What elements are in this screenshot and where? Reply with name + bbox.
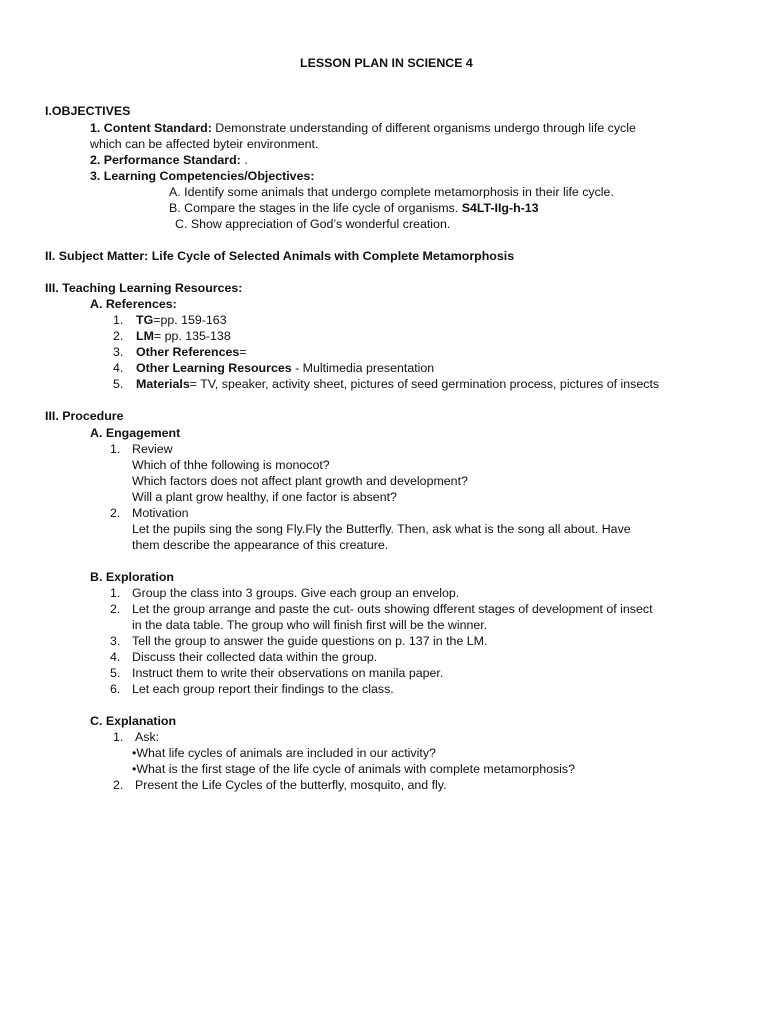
review-label: Review <box>132 442 173 456</box>
page-title: LESSON PLAN IN SCIENCE 4 <box>300 56 473 70</box>
step-num: 4. <box>110 650 121 664</box>
content-standard-text: Demonstrate understanding of different organisms undergo through life cycle <box>211 121 636 135</box>
motivation-text: Let the pupils sing the song Fly.Fly the Butterfly. Then, ask what is the song all about. Have <box>132 522 631 536</box>
ask-question: •What is the first stage of the life cycle of animals with complete metamorphosis? <box>132 762 576 776</box>
step-text: Let the group arrange and paste the cut- outs showing dfferent stages of development of insect <box>132 602 653 616</box>
resource-item <box>113 376 659 392</box>
resources-heading: III. Teaching Learning Resources: <box>45 281 243 295</box>
step-text: Instruct them to write their observations on manila paper. <box>132 666 444 680</box>
step-num: 1. <box>110 586 121 600</box>
exploration-step <box>110 681 394 697</box>
resource-label: Other Learning Resources <box>136 361 292 375</box>
motivation-text: them describe the appearance of this creature. <box>132 538 389 552</box>
resource-item <box>113 328 231 344</box>
resource-num: 4. <box>113 361 124 375</box>
exploration-step <box>110 601 653 617</box>
resource-label: Materials <box>136 377 190 391</box>
resource-text: - Multimedia presentation <box>291 361 435 375</box>
motivation-label: Motivation <box>132 506 189 520</box>
present-text: Present the Life Cycles of the butterfly, mosquito, and fly. <box>135 778 447 792</box>
resource-num: 5. <box>113 377 124 391</box>
exploration-step <box>110 649 377 665</box>
exploration-step <box>110 665 443 681</box>
review-question: Which factors does not affect plant growth and development? <box>132 474 468 488</box>
explanation-label: C. Explanation <box>90 714 177 728</box>
competency-code: S4LT-IIg-h-13 <box>461 201 539 215</box>
step-num: 3. <box>110 634 121 648</box>
resource-label: Other References <box>136 345 240 359</box>
resource-item <box>113 360 434 376</box>
performance-standard-line <box>90 152 248 168</box>
motivation-num: 2. <box>110 506 121 520</box>
references-label: A. References: <box>90 297 177 311</box>
procedure-heading: III. Procedure <box>45 409 124 423</box>
content-standard-label: 1. Content Standard: <box>90 121 212 135</box>
review-num: 1. <box>110 442 121 456</box>
ask-label: Ask: <box>135 730 160 744</box>
present-num: 2. <box>113 778 124 792</box>
step-text: Tell the group to answer the guide questions on p. 137 in the LM. <box>132 634 488 648</box>
resource-text: = TV, speaker, activity sheet, pictures of seed germination process, pictures of insects <box>189 377 660 391</box>
competency-c: C. Show appreciation of God’s wonderful creation. <box>175 217 451 231</box>
exploration-step <box>110 585 459 601</box>
resource-text: = pp. 135-138 <box>153 329 231 343</box>
resource-num: 3. <box>113 345 124 359</box>
content-standard-cont: which can be affected byteir environment. <box>90 137 319 151</box>
step-text: Group the class into 3 groups. Give each group an envelop. <box>132 586 460 600</box>
step-text: Discuss their collected data within the group. <box>132 650 378 664</box>
resource-text: = <box>239 345 247 359</box>
ask-question: •What life cycles of animals are included in our activity? <box>132 746 436 760</box>
resource-num: 1. <box>113 313 124 327</box>
resource-label: LM <box>136 329 154 343</box>
step-num: 5. <box>110 666 121 680</box>
step-text: in the data table. The group who will finish first will be the winner. <box>132 618 488 632</box>
subject-matter: II. Subject Matter: Life Cycle of Selected Animals with Complete Metamorphosis <box>45 249 515 263</box>
competency-b-line <box>169 200 539 216</box>
step-num: 2. <box>110 602 121 616</box>
engagement-label: A. Engagement <box>90 426 181 440</box>
exploration-step <box>110 617 487 633</box>
resource-item <box>113 344 247 360</box>
exploration-label: B. Exploration <box>90 570 174 584</box>
performance-standard-label: 2. Performance Standard: <box>90 153 241 167</box>
step-num: 6. <box>110 682 121 696</box>
step-text: Let each group report their findings to the class. <box>132 682 394 696</box>
review-question: Will a plant grow healthy, if one factor is absent? <box>132 490 397 504</box>
competency-b: B. Compare the stages in the life cycle of organisms. <box>169 201 462 215</box>
performance-standard-text: . <box>240 153 248 167</box>
review-question: Which of thhe following is monocot? <box>132 458 330 472</box>
resource-label: TG <box>136 313 154 327</box>
resource-item <box>113 312 227 328</box>
objectives-heading: I.OBJECTIVES <box>45 104 131 118</box>
competencies-label: 3. Learning Competencies/Objectives: <box>90 169 315 183</box>
resource-num: 2. <box>113 329 124 343</box>
ask-num: 1. <box>113 730 124 744</box>
exploration-step <box>110 633 487 649</box>
resource-text: =pp. 159-163 <box>153 313 227 327</box>
content-standard-line <box>90 120 636 136</box>
competency-a: A. Identify some animals that undergo complete metamorphosis in their life cycle. <box>169 185 614 199</box>
